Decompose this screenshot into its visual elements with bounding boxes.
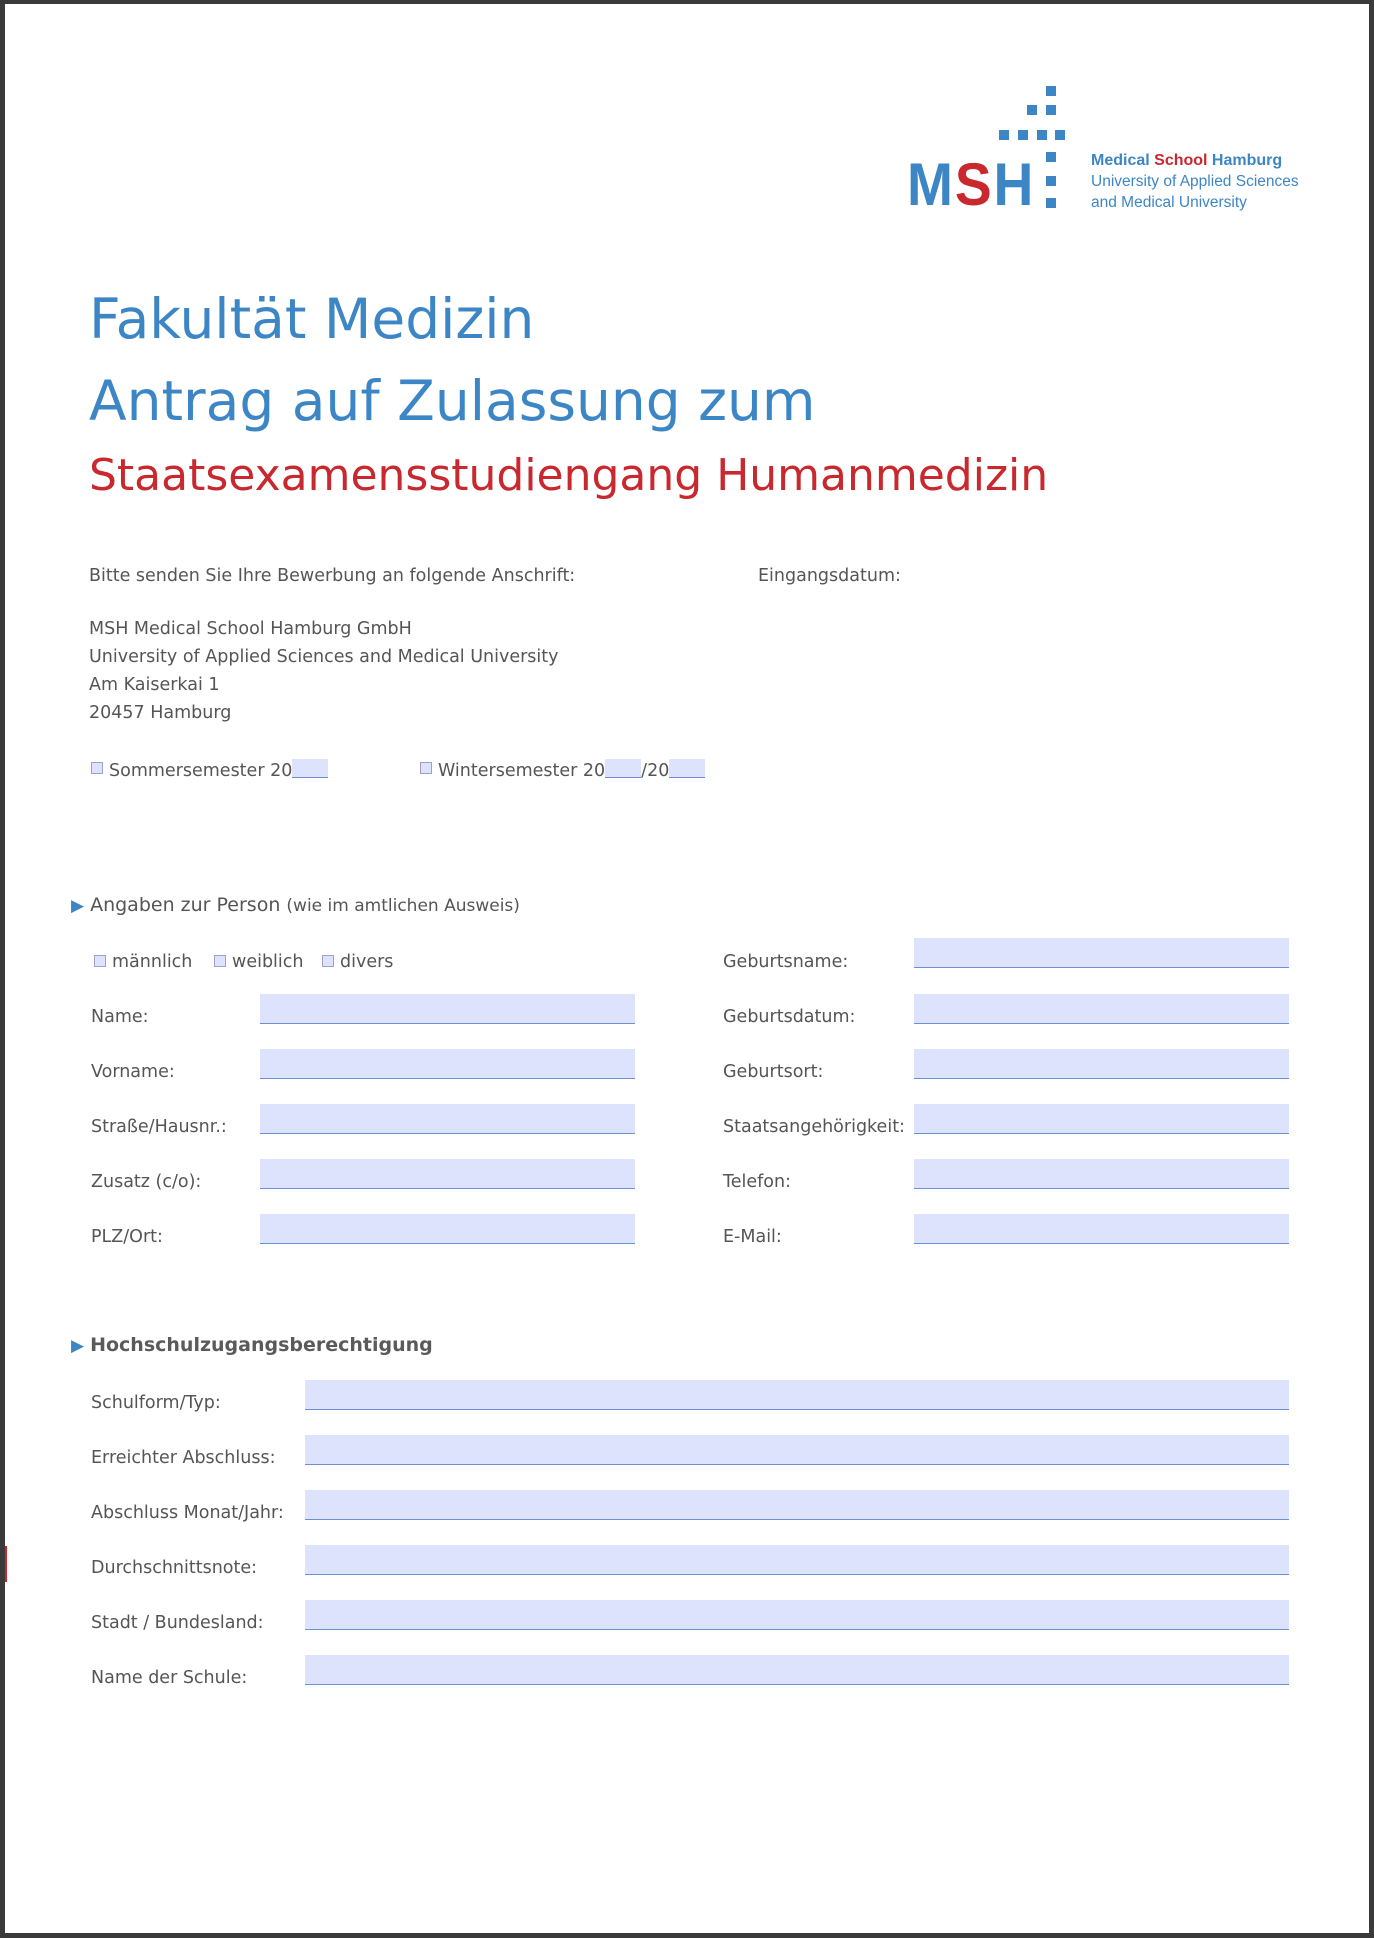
first-name-input[interactable] <box>260 1049 635 1079</box>
gender-diverse-label: divers <box>340 952 394 972</box>
street-input[interactable] <box>260 1104 635 1134</box>
logo-abbreviation: MSH <box>907 151 1036 218</box>
address-block <box>89 615 559 727</box>
graduation-date-label: Abschluss Monat/Jahr: <box>91 1503 284 1523</box>
logo-wordmark: Medical School Hamburg University of Applied Sciences and Medical University <box>1091 152 1299 211</box>
birth-place-label: Geburtsort: <box>723 1062 824 1082</box>
triangle-bullet-icon: ▶ <box>71 896 85 916</box>
gender-male-label: männlich <box>112 952 193 972</box>
degree-input[interactable] <box>305 1435 1289 1465</box>
email-input[interactable] <box>914 1214 1289 1244</box>
average-grade-label: Durchschnittsnote: <box>91 1558 258 1578</box>
winter-year-start-field[interactable] <box>605 759 641 778</box>
name-label: Name: <box>91 1007 149 1027</box>
birth-date-input[interactable] <box>914 994 1289 1024</box>
form-page <box>5 4 1369 1933</box>
gender-male-checkbox[interactable] <box>94 955 106 967</box>
address-line: MSH Medical School Hamburg GmbH <box>89 619 412 639</box>
city-state-label: Stadt / Bundesland: <box>91 1613 264 1633</box>
birth-date-label: Geburtsdatum: <box>723 1007 856 1027</box>
care-of-input[interactable] <box>260 1159 635 1189</box>
person-section-header: ▶ Angaben zur Person (wie im amtlichen Ausweis) <box>71 894 520 916</box>
average-grade-input[interactable] <box>305 1545 1289 1575</box>
summer-semester-label: Sommersemester 20 <box>109 759 328 782</box>
care-of-label: Zusatz (c/o): <box>91 1172 202 1192</box>
nationality-label: Staatsangehörigkeit: <box>723 1117 905 1137</box>
address-line: 20457 Hamburg <box>89 703 232 723</box>
zip-city-input[interactable] <box>260 1214 635 1244</box>
birth-name-label: Geburtsname: <box>723 952 849 972</box>
summer-year-field[interactable] <box>292 759 328 778</box>
received-date-label: Eingangsdatum: <box>758 566 901 586</box>
winter-year-end-field[interactable] <box>669 759 705 778</box>
triangle-bullet-icon: ▶ <box>71 1336 85 1356</box>
name-input[interactable] <box>260 994 635 1024</box>
gender-female-checkbox[interactable] <box>214 955 226 967</box>
email-label: E-Mail: <box>723 1227 782 1247</box>
school-type-input[interactable] <box>305 1380 1289 1410</box>
city-state-input[interactable] <box>305 1600 1289 1630</box>
graduation-date-input[interactable] <box>305 1490 1289 1520</box>
birth-place-input[interactable] <box>914 1049 1289 1079</box>
zip-city-label: PLZ/Ort: <box>91 1227 163 1247</box>
send-to-text: Bitte senden Sie Ihre Bewerbung an folgende Anschrift: <box>89 566 576 586</box>
birth-name-input[interactable] <box>914 938 1289 968</box>
application-title: Antrag auf Zulassung zum <box>89 369 816 433</box>
street-label: Straße/Hausnr.: <box>91 1117 227 1137</box>
first-name-label: Vorname: <box>91 1062 175 1082</box>
gender-female-label: weiblich <box>232 952 304 972</box>
margin-marker <box>5 1546 7 1582</box>
gender-diverse-checkbox[interactable] <box>322 955 334 967</box>
winter-semester-label: Wintersemester 20 /20 <box>438 759 705 782</box>
program-title: Staatsexamensstudiengang Humanmedizin <box>89 450 1049 501</box>
address-line: Am Kaiserkai 1 <box>89 675 220 695</box>
faculty-title: Fakultät Medizin <box>89 287 535 351</box>
nationality-input[interactable] <box>914 1104 1289 1134</box>
summer-semester-checkbox[interactable] <box>91 762 103 774</box>
school-name-label: Name der Schule: <box>91 1668 248 1688</box>
phone-label: Telefon: <box>723 1172 791 1192</box>
winter-semester-checkbox[interactable] <box>420 762 432 774</box>
degree-label: Erreichter Abschluss: <box>91 1448 276 1468</box>
school-type-label: Schulform/Typ: <box>91 1393 221 1413</box>
phone-input[interactable] <box>914 1159 1289 1189</box>
school-section-header: ▶ Hochschulzugangsberechtigung <box>71 1334 433 1356</box>
address-line: University of Applied Sciences and Medical University <box>89 647 559 667</box>
school-name-input[interactable] <box>305 1655 1289 1685</box>
